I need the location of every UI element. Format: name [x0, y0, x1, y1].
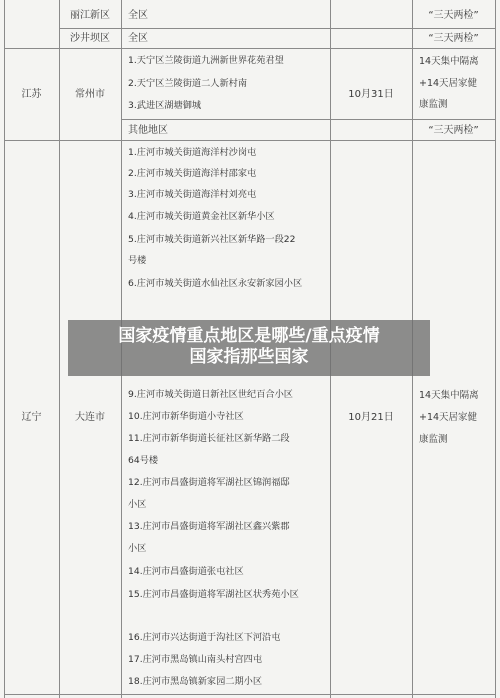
measure-line: 14天集中隔离: [419, 56, 479, 67]
row-line-bottom: [4, 694, 495, 695]
table-border-left: [4, 0, 5, 698]
list-item: 18.庄河市黑岛镇新家园二期小区: [128, 676, 263, 687]
list-item: 1.庄河市城关街道海洋村沙岗屯: [128, 147, 257, 158]
list-item: 小区: [128, 543, 147, 554]
list-item: 5.庄河市城关街道新兴社区新华路一段22: [128, 234, 296, 245]
province-cell: 江苏: [21, 89, 42, 100]
measure-cell: “三天两检”: [428, 33, 479, 44]
list-item: 11.庄河市新华街道长征社区新华路二段: [128, 433, 290, 444]
list-item: 1.天宁区兰陵街道九洲新世界花苑君望: [128, 55, 284, 66]
measure-cell: “三天两检”: [428, 125, 479, 136]
district-cell: 沙井坝区: [70, 33, 110, 44]
list-item: 12.庄河市昌盛街道将军湖社区锦润福邸: [128, 477, 290, 488]
date-cell: 10月21日: [348, 412, 394, 423]
list-item: 10.庄河市新华街道小寺社区: [128, 411, 244, 422]
measure-cell: “三天两检”: [428, 10, 479, 21]
list-item: 6.庄河市城关街道水仙社区永安新家园小区: [128, 278, 303, 289]
measure-line: 康监测: [419, 434, 448, 445]
area-cell: 全区: [128, 10, 148, 21]
measure-line: 康监测: [419, 99, 448, 110]
date-cell: 10月31日: [348, 89, 394, 100]
table-border-right: [495, 0, 496, 698]
province-cell: 辽宁: [21, 412, 42, 423]
area-cell: 全区: [128, 33, 148, 44]
other-area-cell: 其他地区: [128, 125, 168, 136]
row-line-2: [4, 48, 495, 49]
banner-line-1: 国家疫情重点地区是哪些/重点疫情: [118, 326, 380, 346]
list-item: 14.庄河市昌盛街道张屯社区: [128, 566, 244, 577]
district-cell: 丽江新区: [70, 10, 110, 21]
list-item: 2.庄河市城关街道海洋村邵家屯: [128, 168, 257, 179]
list-item: 4.庄河市城关街道黄金社区新华小区: [128, 211, 275, 222]
city-cell: 大连市: [75, 412, 105, 423]
list-item: 15.庄河市昌盛街道将军湖社区状秀苑小区: [128, 589, 299, 600]
table-line-col1: [59, 0, 60, 698]
city-cell: 常州市: [75, 89, 105, 100]
list-item: 13.庄河市昌盛街道将军湖社区鑫兴紫郡: [128, 521, 290, 532]
measure-line: 14天集中隔离: [419, 390, 479, 401]
row-line-1: [59, 28, 495, 29]
list-item: 17.庄河市黑岛镇山南头村宫四屯: [128, 654, 263, 665]
row-line-3: [121, 119, 495, 120]
measure-line: +14天居家健: [419, 78, 478, 89]
list-item: 9.庄河市城关街道日新社区世纪百合小区: [128, 389, 293, 400]
list-item: 小区: [128, 499, 147, 510]
list-item: 3.武进区湖塘御城: [128, 100, 202, 111]
list-item: 2.天宁区兰陵街道二人新村南: [128, 78, 248, 89]
banner-line-2: 国家指那些国家: [189, 347, 309, 367]
list-item: 64号楼: [128, 455, 159, 466]
row-line-4: [4, 140, 495, 141]
list-item: 号楼: [128, 255, 147, 266]
list-item: 3.庄河市城关街道海洋村刘亮屯: [128, 189, 257, 200]
list-item: 16.庄河市兴达街道于沟社区下河沿屯: [128, 632, 281, 643]
measure-line: +14天居家健: [419, 412, 478, 423]
title-banner: [68, 320, 430, 376]
